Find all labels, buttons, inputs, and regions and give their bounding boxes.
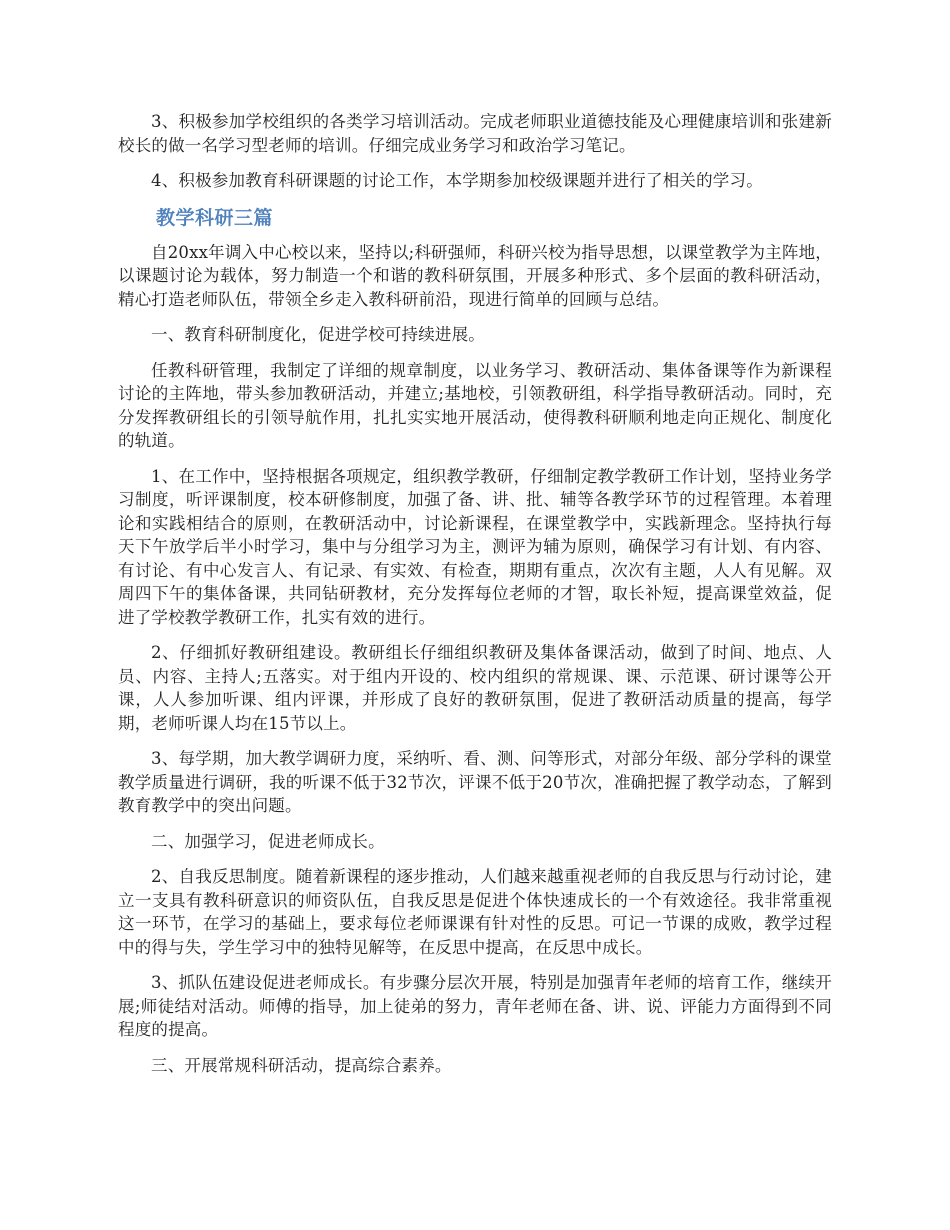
section-heading: 教学科研三篇	[156, 206, 274, 229]
paragraph-section-three-title: 三、开展常规科研活动，提高综合素养。	[151, 1055, 452, 1075]
paragraph-training: 3、积极参加学校组织的各类学习培训活动。完成老师职业道德技能及心理健康培训和张建新校长的做一名学习型老师的培训。仔细完成业务学习和政治学习笔记。	[118, 112, 832, 155]
paragraph-management: 任教科研管理，我制定了详细的规章制度，以业务学习、教研活动、集体备课等作为新课程讨论的主阵地，带头参加教研活动，并建立;基地校，引领教研组，科学指导教研活动。同时，充分发挥教研组长的引领导航作用，扎扎实实地开展活动，使得教科研顺利地走向正规化、制度化的轨道。	[118, 360, 832, 450]
paragraph-team-building: 3、抓队伍建设促进老师成长。有步骤分层次开展，特别是加强青年老师的培育工作，继续开展;师徒结对活动。师傅的指导，加上徒弟的努力，青年老师在备、讲、说、评能力方面得到不同程度的提高。	[118, 973, 832, 1039]
paragraph-section-two-title: 二、加强学习，促进老师成长。	[151, 831, 385, 851]
paragraph-self-reflection: 2、自我反思制度。随着新课程的逐步推动，人们越来越重视老师的自我反思与行动讨论，建立一支具有教科研意识的师资队伍，自我反思是促进个体快速成长的一个有效途径。我非常重视这一环节，在学习的基础上，要求每位老师课课有针对性的反思。可记一节课的成败，教学过程中的得与失，学生学习中的独特见解等，在反思中提高，在反思中成长。	[118, 867, 832, 957]
paragraph-item-2: 2、仔细抓好教研组建设。教研组长仔细组织教研及集体备课活动，做到了时间、地点、人员、内容、主持人;五落实。对于组内开设的、校内组织的常规课、课、示范课、研讨课等公开课，人人参加听课、组内评课，并形成了良好的教研氛围，促进了教研活动质量的提高，每学期，老师听课人均在15节以上。	[118, 643, 832, 733]
paragraph-intro: 自20xx年调入中心校以来，坚持以;科研强师，科研兴校为指导思想，以课堂教学为主阵地，以课题讨论为载体，努力制造一个和谐的教科研氛围，开展多种形式、多个层面的教科研活动，精心打造老师队伍，带领全乡走入教科研前沿，现进行简单的回顾与总结。	[118, 242, 832, 309]
document-page	[118, 110, 832, 1089]
paragraph-section-one-title: 一、教育科研制度化，促进学校可持续进展。	[151, 325, 485, 344]
paragraph-item-1: 1、在工作中，坚持根据各项规定，组织教学教研，仔细制定教学教研工作计划，坚持业务学习制度，听评课制度，校本研修制度，加强了备、讲、批、辅等各教学环节的过程管理。本着理论和实践相结合的原则，在教研活动中，讨论新课程，在课堂教学中，实践新理念。坚持执行每天下午放学后半小时学习，集中与分组学习为主，测评为辅为原则，确保学习有计划、有内容、有讨论、有中心发言人、有记录、有实效、有检查，期期有重点，次次有主题，人人有见解。双周四下午的集体备课，共同钻研教材，充分发挥每位老师的才智，取长补短，提高课堂效益，促进了学校教学教研工作，扎实有效的进行。	[118, 466, 832, 627]
paragraph-research-topic: 4、积极参加教育科研课题的讨论工作，本学期参加校级课题并进行了相关的学习。	[151, 171, 763, 190]
paragraph-item-3: 3、每学期，加大教学调研力度，采纳听、看、测、问等形式，对部分年级、部分学科的课堂教学质量进行调研，我的听课不低于32节次，评课不低于20节次，准确把握了教学动态，了解到教育教学中的突出问题。	[118, 749, 832, 815]
